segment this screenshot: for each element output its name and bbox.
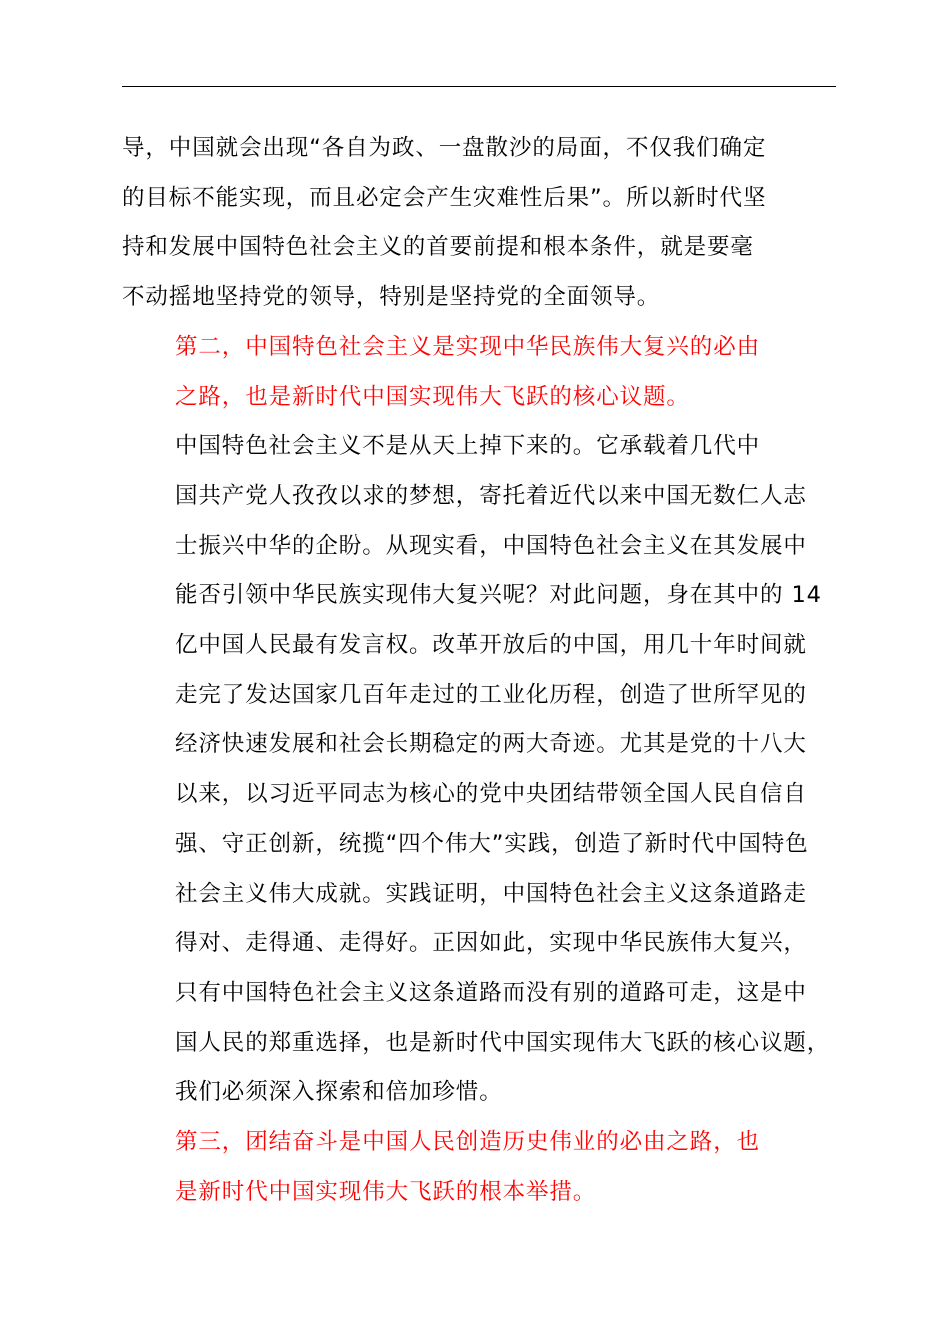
text-line: 国人民的郑重选择，也是新时代中国实现伟大飞跃的核心议题，: [175, 1029, 831, 1056]
text-line: 社会主义伟大成就。实践证明，中国特色社会主义这条道路走: [175, 880, 807, 907]
section-heading-second: [122, 323, 838, 422]
header-rule: [122, 86, 836, 87]
text-line: 导，中国就会出现“各自为政、一盘散沙的局面，不仅我们确定: [122, 135, 767, 161]
paragraph-continuation: [122, 124, 838, 323]
text-line: 国共产党人孜孜以求的梦想，寄托着近代以来中国无数仁人志: [175, 482, 807, 509]
section-heading-third: [122, 1118, 838, 1217]
paragraph-body: [122, 422, 838, 1118]
heading-line: 是新时代中国实现伟大飞跃的根本举措。: [175, 1178, 597, 1205]
text-line: 持和发展中国特色社会主义的首要前提和根本条件，就是要毫: [122, 234, 754, 261]
heading-line: 第三，团结奋斗是中国人民创造历史伟业的必由之路，也: [175, 1129, 761, 1156]
text-line: 士振兴中华的企盼。从现实看，中国特色社会主义在其发展中: [175, 532, 807, 559]
text-line: 经济快速发展和社会长期稳定的两大奇迹。尤其是党的十八大: [175, 731, 807, 758]
text-line: 中国特色社会主义不是从天上掉下来的。它承载着几代中: [175, 433, 761, 460]
text-line: 只有中国特色社会主义这条道路而没有别的道路可走，这是中: [175, 979, 807, 1006]
text-line: 以来，以习近平同志为核心的党中央团结带领全国人民自信自: [175, 781, 807, 808]
heading-line: 第二，中国特色社会主义是实现中华民族伟大复兴的必由: [175, 333, 761, 360]
text-line: 得对、走得通、走得好。正因如此，实现中华民族伟大复兴，: [175, 930, 807, 957]
document-body: [122, 124, 838, 1217]
text-line: 我们必须深入探索和倍加珍惜。: [175, 1079, 503, 1106]
text-line: 走完了发达国家几百年走过的工业化历程，创造了世所罕见的: [175, 681, 807, 708]
text-line: 强、守正创新，统揽“四个伟大”实践，创造了新时代中国特色: [175, 830, 809, 857]
heading-line: 之路，也是新时代中国实现伟大飞跃的核心议题。: [175, 383, 690, 410]
text-line: 的目标不能实现，而且必定会产生灾难性后果”。所以新时代坚: [122, 184, 767, 211]
text-line: 能否引领中华民族实现伟大复兴呢？对此问题，身在其中的 14: [175, 582, 822, 609]
text-line: 不动摇地坚持党的领导，特别是坚持党的全面领导。: [122, 284, 661, 311]
text-line: 亿中国人民最有发言权。改革开放后的中国，用几十年时间就: [175, 632, 807, 659]
